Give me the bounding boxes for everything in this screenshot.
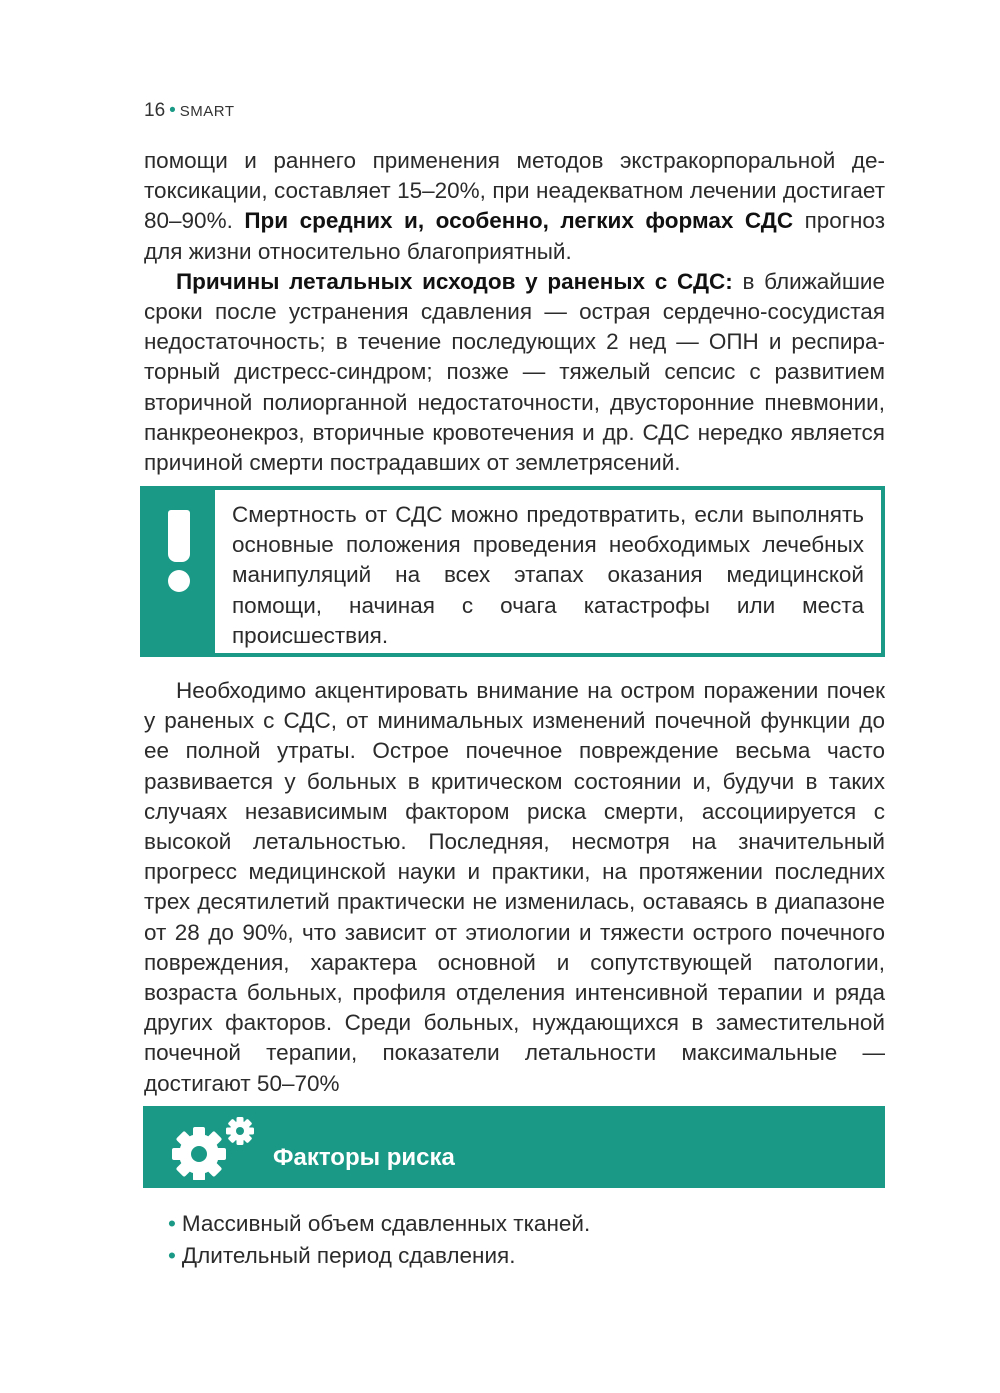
paragraph-prognosis — [144, 146, 885, 267]
list-item — [168, 1208, 590, 1240]
important-callout — [140, 486, 885, 657]
risk-factors-list — [168, 1208, 590, 1272]
paragraph-emphasis: Причины летальных исходов у раненых с СДС: — [176, 268, 733, 294]
list-item — [168, 1240, 590, 1272]
gears-icon — [165, 1114, 261, 1180]
list-item-text: Массивный объем сдавленных тканей. — [181, 1211, 591, 1236]
paragraph-emphasis: При средних и, особенно, легких формах СДС — [244, 208, 794, 234]
callout-text: Смертность от СДС можно предотвратить, если выполнять основные положения проведения необходимых лечебных манипуляций на всех этапах оказания медицинской помощи, начиная с очага катастрофы или места происшествия. — [232, 502, 864, 648]
bullet-icon: • — [168, 1243, 176, 1268]
paragraph-text: помощи и раннего применения методов экстракорпоральной детоксикации, составляет 15–20%, при неадекватном лечении достигает 80–90%. — [144, 148, 885, 234]
bullet-icon: • — [168, 1211, 176, 1236]
series-name: SMART — [179, 103, 235, 120]
header-separator: • — [169, 100, 176, 121]
risk-factors-banner — [143, 1106, 885, 1188]
paragraph-causes — [144, 267, 885, 478]
paragraph-text: в ближайшие сроки после устранения сдавления — острая сердечно-сосудистая недостаточность; в течение последующих 2 нед — ОПН и респираторный дистресс-синдром; позже — тяжелый сепсис с развитием вторичной полиорганной недостаточности, двусторонние пневмонии, панкреонекроз, вторичные кровотечения и др. СДС нередко является причиной смерти пострадавших от землетрясений. — [144, 268, 885, 476]
risk-factors-title: Факторы риска — [273, 1144, 455, 1171]
paragraph-kidney: Необходимо акцентировать внимание на остром поражении почек у раненых с СДС, от минимальных изменений почечной функции до ее полной утраты. Острое почечное повреждение весьма часто развивается у больных в критическом состоянии и, будучи в таких случаях независимым фактором риска смерти, ассоциируется с высокой летальностью. Последняя, несмотря на значительный прогресс медицинской науки и практики, на протяжении последних трех десятилетий практически не изменилась, оставаясь в диапазоне от 28 до 90%, что зависит от этиологии и тяжести острого почечного повреждения, характера основной и сопутствующей патологии, возраста больных, профиля отделения интенсивной терапии и ряда других факторов. Среди больных, нуждающихся в заместительной почечной терапии, показатели летальности максимальные — достигают 50–70% — [144, 678, 885, 1096]
list-item-text: Длительный период сдавления. — [181, 1243, 516, 1268]
paragraph-text: прогноз для жизни относительно благоприятный. — [144, 208, 886, 264]
page-number: 16 — [144, 100, 166, 121]
exclamation-icon — [144, 490, 215, 653]
main-text — [144, 146, 885, 478]
kidney-text — [144, 676, 885, 1099]
page-header — [144, 100, 235, 122]
